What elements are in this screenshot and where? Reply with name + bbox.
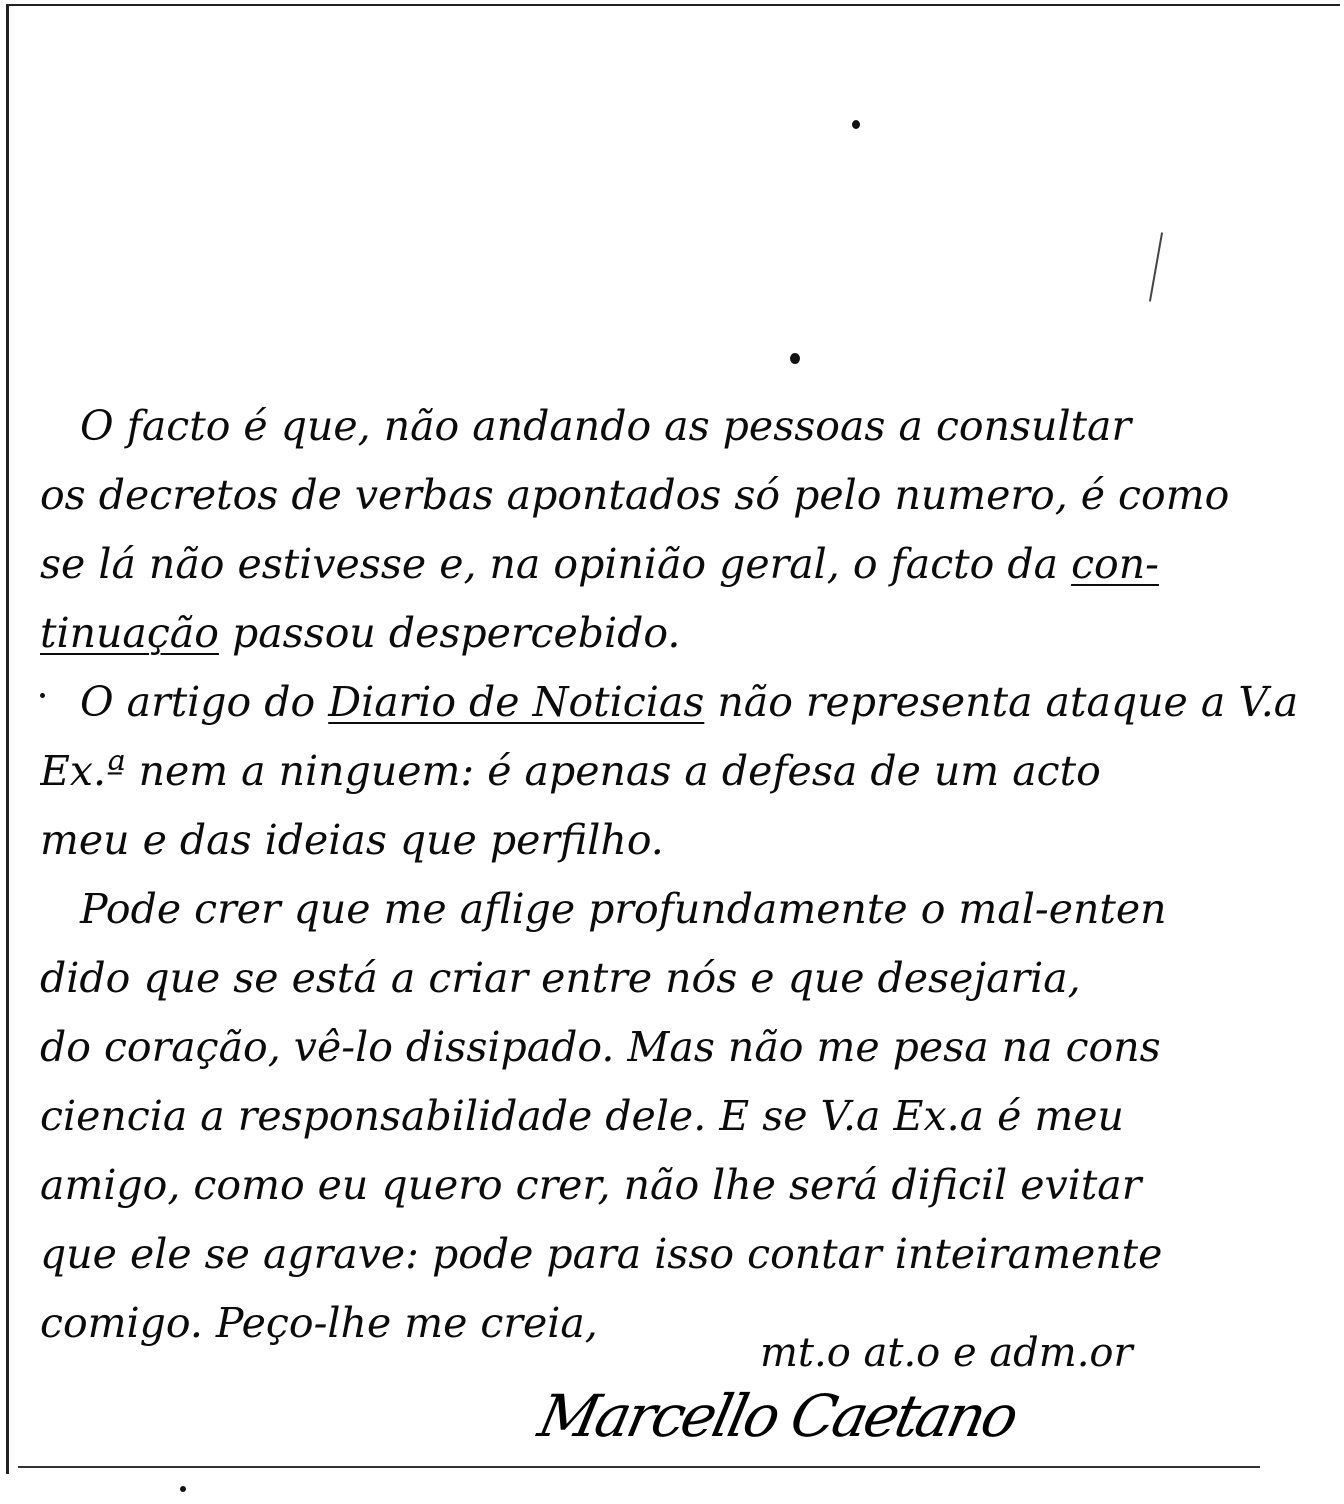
line-text: não representa ataque a V.a	[704, 678, 1299, 726]
letter-line	[40, 1013, 1310, 1082]
letter-line	[40, 392, 1310, 461]
line-text: dido que se está a criar entre nós e que desejaria,	[40, 954, 1081, 1002]
line-text: O artigo do	[80, 678, 329, 726]
letter-line	[40, 875, 1310, 944]
margin-dot	[180, 1486, 186, 1492]
page-left-border	[6, 4, 9, 1474]
ink-speck	[852, 120, 860, 129]
letter-line	[40, 461, 1310, 530]
ink-speck	[790, 353, 800, 364]
handwritten-signature: Marcello Caetano	[532, 1382, 1022, 1450]
page-top-border	[8, 4, 1340, 6]
line-text: do coração, vê-lo dissipado. Mas não me pesa na cons	[40, 1023, 1161, 1071]
line-text: comigo. Peço-lhe me creia,	[40, 1299, 598, 1347]
letter-line	[40, 737, 1310, 806]
letter-line	[40, 1220, 1310, 1289]
letter-line	[40, 599, 1310, 668]
letter-line	[40, 806, 1310, 875]
line-text: Pode crer que me aflige profundamente o mal-enten	[80, 885, 1167, 933]
letter-body	[40, 392, 1310, 1358]
line-text: se lá não estivesse e, na opinião geral, o facto da	[40, 540, 1072, 588]
line-text: que ele se agrave: pode para isso contar inteiramente	[40, 1230, 1163, 1278]
letter-line	[40, 668, 1310, 737]
line-text: meu e das ideias que perfilho.	[40, 816, 664, 864]
line-text: os decretos de verbas apontados só pelo numero, é como	[40, 471, 1230, 519]
page-bottom-rule	[18, 1466, 1260, 1468]
underlined-text: con-	[1071, 540, 1159, 588]
line-text: passou despercebido.	[218, 609, 681, 657]
newspaper-title: Diario de Noticias	[328, 678, 705, 726]
underlined-text: tinuação	[40, 609, 219, 657]
line-text: ciencia a responsabilidade dele. E se V.a Ex.a é meu	[40, 1092, 1124, 1140]
letter-line	[40, 944, 1310, 1013]
letter-line	[40, 1151, 1310, 1220]
closing-salutation: mt.o at.o e adm.or	[760, 1330, 1133, 1376]
paper-scratch	[1149, 232, 1163, 301]
line-text: amigo, como eu quero crer, não lhe será dificil evitar	[40, 1161, 1142, 1209]
line-text: O facto é que, não andando as pessoas a consultar	[80, 402, 1132, 450]
letter-line	[40, 530, 1310, 599]
line-text: Ex.ª nem a ninguem: é apenas a defesa de um acto	[40, 747, 1101, 795]
letter-line	[40, 1082, 1310, 1151]
